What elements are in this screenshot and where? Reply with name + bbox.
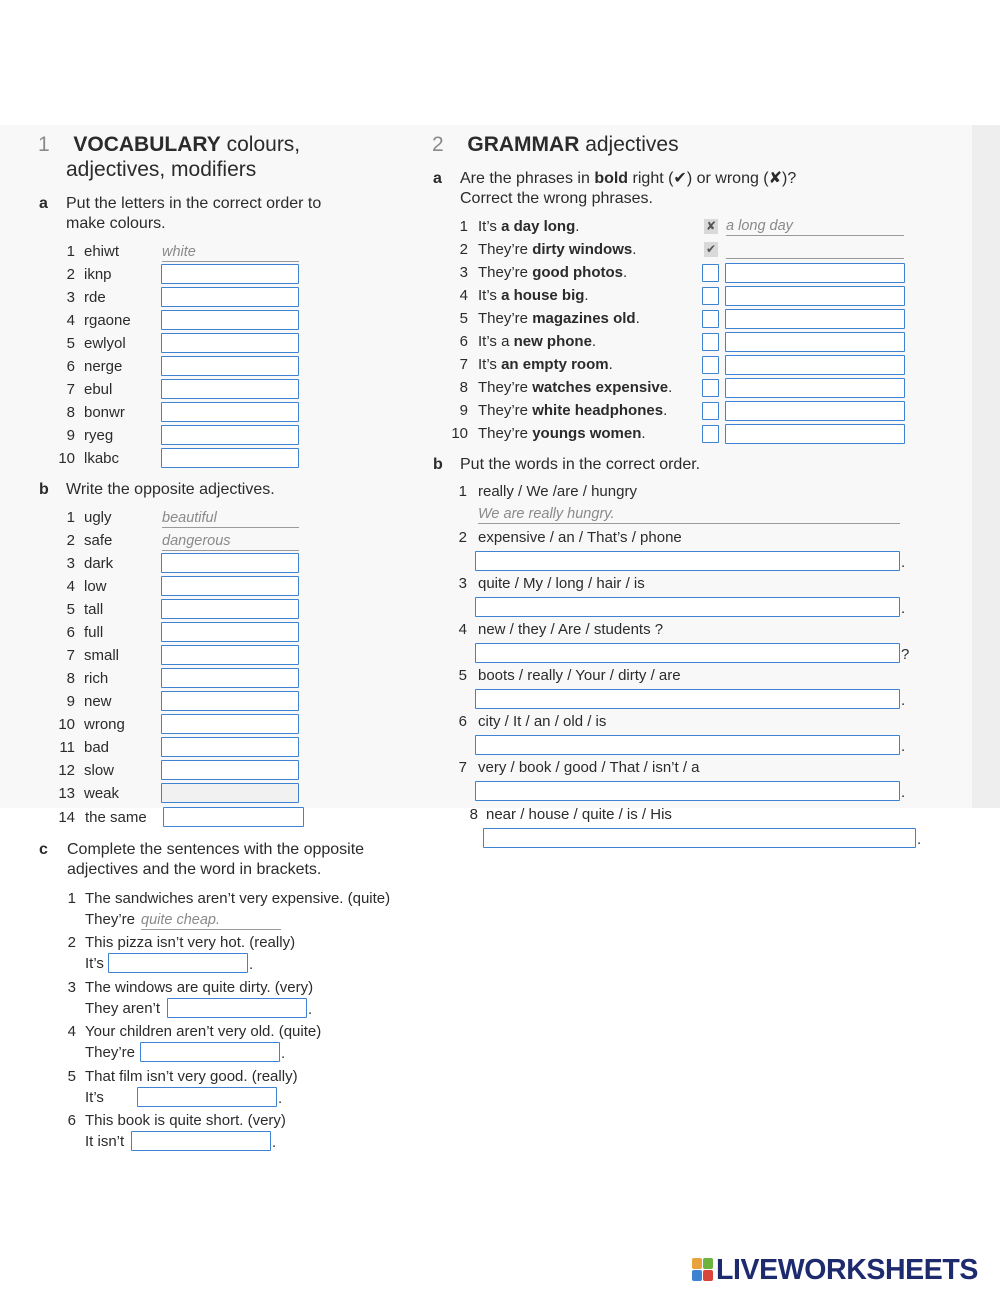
item-number: 9 [66,427,75,444]
phrase [478,309,640,329]
item-number: 9 [66,693,75,710]
item-number: 4 [66,578,75,595]
word-prompt: near / house / quite / is / His [486,806,672,823]
part-2a-letter: a [433,170,442,187]
item-number: 5 [66,335,75,352]
part-1a-instruction-line2: make colours. [66,215,166,232]
answer-prefix: It’s [85,1089,104,1106]
item-number: 8 [66,670,75,687]
right-wrong-checkbox[interactable] [702,379,719,397]
phrase [478,424,646,444]
answer-input[interactable] [161,379,299,399]
adjective-word: rich [84,670,109,687]
scrambled-word: ewlyol [84,335,126,352]
item-number: 1 [458,483,467,500]
phrase [478,286,589,306]
word-prompt: very / book / good / That / isn’t / a [478,759,700,776]
section-2-title-rest: adjectives [585,133,679,156]
scrambled-word: rde [84,289,106,306]
phrase [478,401,667,421]
adjective-word: bad [84,739,110,756]
part-1b-instruction: Write the opposite adjectives. [66,481,275,498]
phrase-bold: dirty windows [532,241,633,258]
answer-prefix: They aren’t [85,1000,161,1017]
sentence-end: . [901,692,906,709]
item-number: 6 [459,333,468,350]
answer-prefix: They’re [85,911,136,928]
phrase-bold: an empty room [501,356,609,373]
correction-input[interactable] [725,263,905,283]
prompt-sentence: Your children aren’t very old. (quite) [85,1023,322,1040]
phrase [478,240,636,260]
part-2b-instruction: Put the words in the correct order. [460,456,701,473]
answer-input[interactable] [161,448,299,468]
phrase-bold: new phone [513,333,592,350]
right-mark-icon: ✔ [705,242,717,256]
correction-input[interactable] [725,286,905,306]
item-number: 10 [451,425,468,442]
right-wrong-checkbox[interactable] [702,310,719,328]
answer-input[interactable] [161,356,299,376]
answer-input[interactable] [161,645,299,665]
answer-input[interactable] [475,781,900,801]
part-1a-letter: a [39,195,48,212]
section-2-header [432,132,679,157]
item-number: 10 [58,716,75,733]
item-number: 6 [67,1112,76,1129]
section-1-title-line2: adjectives, modifiers [66,158,257,181]
item-number: 14 [58,809,75,826]
answer-input[interactable] [161,783,299,803]
phrase-post: . [635,310,640,327]
phrase-post: . [632,241,637,258]
part-1b-letter: b [39,481,49,498]
correction-input[interactable] [725,401,905,421]
item-number: 7 [66,381,75,398]
answer-input[interactable] [161,714,299,734]
item-number: 3 [67,979,76,996]
phrase [478,263,627,283]
answer-input[interactable] [161,333,299,353]
phrase-post: . [608,356,613,373]
phrase-bold: youngs women [532,425,642,442]
answer-input[interactable] [161,310,299,330]
item-number: 4 [66,312,75,329]
sentence-end: . [901,738,906,755]
answer-input[interactable] [161,599,299,619]
part-2a-instruction [460,169,796,209]
phrase-bold: watches expensive [532,379,669,396]
answer-input[interactable] [161,402,299,422]
phrase-post: . [575,218,580,235]
item-number: 2 [66,532,75,549]
sentence-end: . [901,554,906,571]
adjective-word: small [84,647,120,664]
phrase [478,355,613,375]
phrase-pre: It’s [478,356,497,373]
word-prompt: really / We /are / hungry [478,483,637,500]
prompt-sentence: This pizza isn’t very hot. (really) [85,934,296,951]
item-number: 8 [469,806,478,823]
phrase-pre: They’re [478,264,529,281]
liveworksheets-logo-text: LIVEWORKSHEETS [716,1253,979,1286]
phrase-post: . [641,425,646,442]
item-number: 2 [66,266,75,283]
right-wrong-checkbox[interactable] [702,425,719,443]
phrase-pre: It’s [478,218,497,235]
scan-band-edge [972,125,1000,808]
period: . [281,1045,286,1062]
word-prompt: boots / really / Your / dirty / are [478,667,681,684]
section-2-title-bold: GRAMMAR [467,133,580,156]
answer-prefix: It’s [85,955,104,972]
answer-input[interactable] [161,622,299,642]
item-number: 4 [458,621,467,638]
period: . [272,1134,277,1151]
item-number: 5 [66,601,75,618]
part-1c-instruction-line1: Complete the sentences with the opposite [67,841,365,858]
right-wrong-checkbox[interactable] [702,356,719,374]
answer-input[interactable] [131,1131,271,1151]
answer-input[interactable] [483,828,916,848]
adjective-word: slow [84,762,115,779]
word-prompt: city / It / an / old / is [478,713,607,730]
example-answer: beautiful [162,510,299,528]
period: . [278,1090,283,1107]
item-number: 1 [66,509,75,526]
example-answer: We are really hungry. [478,506,900,524]
answer-input[interactable] [161,737,299,757]
phrase-bold: magazines old [532,310,636,327]
item-number: 1 [67,890,76,907]
correction-input[interactable] [725,309,905,329]
prompt-sentence: This book is quite short. (very) [85,1112,286,1129]
section-2-number: 2 [432,133,444,156]
item-number: 5 [67,1068,76,1085]
phrase-pre: It’s [478,287,497,304]
section-1-number: 1 [38,133,50,156]
answer-input[interactable] [167,998,307,1018]
answer-prefix: It isn’t [85,1133,125,1150]
part-1a-instruction-line1: Put the letters in the correct order to [66,195,322,212]
part-1c-instruction [67,840,364,880]
answer-input[interactable] [108,953,248,973]
correction-input[interactable] [725,332,905,352]
phrase-bold: white headphones [532,402,664,419]
answer-input[interactable] [161,668,299,688]
adjective-word: the same [85,809,147,826]
phrase-bold: a day long [501,218,576,235]
sentence-end: . [901,784,906,801]
phrase-post: . [623,264,628,281]
adjective-word: full [84,624,104,641]
item-number: 7 [66,647,75,664]
phrase-pre: They’re [478,310,529,327]
item-number: 8 [66,404,75,421]
item-number: 10 [58,450,75,467]
phrase-post: . [668,379,673,396]
period: . [249,956,254,973]
item-number: 2 [67,934,76,951]
answer-input[interactable] [161,691,299,711]
answer-line-blank [726,241,904,259]
part-2a-instruction-part1: Are the phrases in [460,170,590,187]
answer-input[interactable] [137,1087,277,1107]
scrambled-word: ehiwt [84,243,120,260]
part-2a-instruction-bold: bold [594,170,629,187]
item-number: 3 [66,555,75,572]
phrase-post: . [591,333,597,350]
scrambled-word: rgaone [84,312,131,329]
answer-input[interactable] [161,425,299,445]
answer-prefix: They’re [85,1044,136,1061]
item-number: 12 [58,762,75,779]
phrase-post: . [663,402,668,419]
liveworksheets-logo [692,1254,978,1286]
part-1a-instruction [66,194,321,234]
scrambled-word: bonwr [84,404,125,421]
adjective-word: wrong [84,716,125,733]
item-number: 11 [59,739,75,756]
phrase [478,217,579,237]
item-number: 3 [458,575,467,592]
example-answer: a long day [726,218,904,236]
item-number: 5 [458,667,467,684]
scrambled-word: ryeg [84,427,114,444]
sentence-end: . [917,831,922,848]
item-number: 4 [67,1023,76,1040]
answer-input[interactable] [161,553,299,573]
section-1-title-rest: colours, [226,133,301,156]
item-number: 13 [58,785,75,802]
item-number: 5 [459,310,468,327]
section-1-title-bold: VOCABULARY [73,133,221,156]
prompt-sentence: The sandwiches aren’t very expensive. (quite) [85,890,391,907]
scrambled-word: lkabc [84,450,120,467]
answer-input[interactable] [475,735,900,755]
answer-input[interactable] [161,576,299,596]
item-number: 3 [66,289,75,306]
phrase-pre: They’re [478,425,529,442]
item-number: 3 [459,264,468,281]
phrase [478,378,672,398]
phrase-pre: They’re [478,241,529,258]
right-wrong-checkbox[interactable] [702,264,719,282]
adjective-word: dark [84,555,114,572]
item-number: 6 [66,358,75,375]
prompt-sentence: That film isn’t very good. (really) [85,1068,298,1085]
adjective-word: safe [84,532,113,549]
part-2a-instruction-part2: right (✔) or wrong (✘)? [632,170,797,187]
word-prompt: new / they / Are / students ? [478,621,664,638]
word-prompt: quite / My / long / hair / is [478,575,645,592]
correction-input[interactable] [725,424,905,444]
adjective-word: weak [84,785,120,802]
answer-input[interactable] [161,760,299,780]
item-number: 9 [459,402,468,419]
scrambled-word: nerge [84,358,123,375]
wrong-mark-icon: ✘ [705,219,717,233]
part-2b-letter: b [433,456,443,473]
right-wrong-checkbox[interactable] [702,333,719,351]
item-number: 6 [66,624,75,641]
item-number: 6 [458,713,467,730]
answer-input[interactable] [140,1042,280,1062]
correction-input[interactable] [725,378,905,398]
phrase-pre: They’re [478,379,529,396]
answer-input[interactable] [475,597,900,617]
scrambled-word: iknp [84,266,112,283]
phrase-bold: good photos [532,264,624,281]
answer-input[interactable] [475,551,900,571]
phrase-pre: They’re [478,402,529,419]
sentence-end: . [901,600,906,617]
item-number: 4 [459,287,468,304]
part-1c-letter: c [39,841,48,858]
item-number: 7 [459,356,468,373]
sentence-end: ? [901,646,910,663]
phrase-bold: a house big [501,287,585,304]
word-prompt: expensive / an / That’s / phone [478,529,682,546]
period: . [308,1001,313,1018]
adjective-word: ugly [84,509,112,526]
adjective-word: new [84,693,112,710]
adjective-word: tall [84,601,104,618]
answer-input[interactable] [163,807,304,827]
item-number: 2 [458,529,467,546]
answer-input[interactable] [475,689,900,709]
right-wrong-checkbox[interactable] [702,287,719,305]
answer-input[interactable] [161,287,299,307]
example-answer: quite cheap. [141,912,281,930]
phrase-pre: It’s a [478,333,510,350]
scrambled-word: ebul [84,381,113,398]
liveworksheets-logo-icon [692,1258,714,1282]
right-wrong-checkbox[interactable] [702,402,719,420]
item-number: 8 [459,379,468,396]
answer-input[interactable] [161,264,299,284]
adjective-word: low [84,578,107,595]
section-1-header [38,132,300,182]
item-number: 7 [458,759,467,776]
phrase [478,332,596,352]
example-answer: white [162,244,299,262]
phrase-post: . [584,287,589,304]
part-2a-instruction-line2: Correct the wrong phrases. [460,190,653,207]
correction-input[interactable] [725,355,905,375]
part-1c-instruction-line2: adjectives and the word in brackets. [67,861,322,878]
prompt-sentence: The windows are quite dirty. (very) [85,979,314,996]
item-number: 2 [459,241,468,258]
item-number: 1 [66,243,75,260]
item-number: 1 [459,218,468,235]
answer-input[interactable] [475,643,900,663]
example-answer: dangerous [162,533,299,551]
